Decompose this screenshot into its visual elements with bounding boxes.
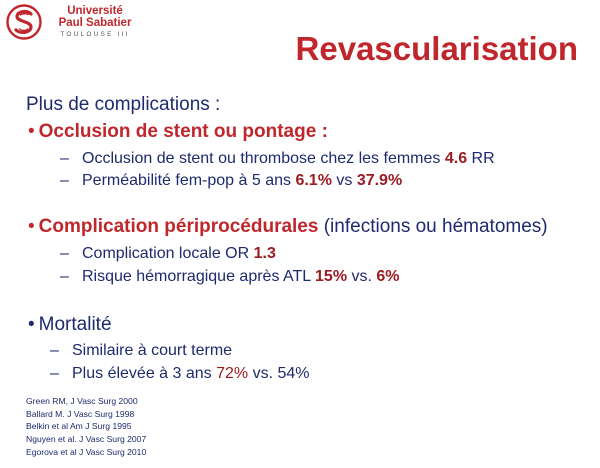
logo-line-2: Paul Sabatier <box>58 17 132 29</box>
dash-icon: – <box>60 172 69 189</box>
sub-item-value-2: 6% <box>376 268 400 285</box>
sub-item-text: Perméabilité fem-pop à 5 ans <box>82 172 296 189</box>
dash-icon: – <box>50 342 59 359</box>
sub-item-text: Complication locale OR <box>82 245 254 262</box>
reference-item: Green RM, J Vasc Surg 2000 <box>26 396 138 406</box>
dash-icon: – <box>60 150 69 167</box>
sub-item-text: Similaire à court terme <box>72 342 233 359</box>
intro-text: Plus de complications : <box>26 94 221 115</box>
sub-item-value: 4.6 <box>444 150 468 167</box>
bullet-complication-suffix: (infections ou hématomes) <box>318 216 548 237</box>
reference-item: Nguyen et al. J Vasc Surg 2007 <box>26 434 147 445</box>
dash-icon: – <box>50 365 59 382</box>
bullet-dot-icon: • <box>28 216 35 237</box>
bullet-mortalite-label: Mortalité <box>38 314 112 335</box>
sub-item-mid: vs. <box>347 268 377 285</box>
logo-text <box>48 5 142 40</box>
sub-item-value-1: 15% <box>315 268 348 285</box>
university-logo <box>6 4 142 42</box>
sub-item-trois-ans <box>50 365 309 383</box>
sub-item-value-1: 72% <box>216 365 249 382</box>
sub-item-court-terme <box>50 342 232 360</box>
sub-item-value-2: 37.9% <box>356 172 403 189</box>
bullet-occlusion <box>28 121 328 143</box>
slide-title: Revascularisation <box>295 30 578 67</box>
logo-line-1: Université <box>67 5 123 17</box>
sub-item-suffix: RR <box>467 150 495 167</box>
sub-item-text: Plus élevée à 3 ans <box>72 365 217 382</box>
reference-item: Egorova et al J Vasc Surg 2010 <box>26 446 147 457</box>
sub-item-occlusion-femmes <box>60 150 495 168</box>
sub-item-text: Occlusion de stent ou thrombose chez les femmes <box>82 150 445 167</box>
sub-item-value-1: 6.1% <box>295 172 332 189</box>
bullet-dot-icon: • <box>28 121 35 142</box>
logo-line-3: TOULOUSE III <box>60 31 130 38</box>
bullet-dot-icon: • <box>28 314 35 335</box>
references-list <box>26 395 146 459</box>
bullet-occlusion-label: Occlusion de stent ou pontage : <box>38 121 328 142</box>
dash-icon: – <box>60 268 69 285</box>
reference-item: Ballard M. J Vasc Surg 1998 <box>26 408 135 419</box>
sub-item-permeabilite <box>60 172 402 190</box>
dash-icon: – <box>60 245 69 262</box>
bullet-complication-label: Complication périprocédurales <box>38 216 319 237</box>
sub-item-text: Risque hémorragique après ATL <box>82 268 316 285</box>
sub-item-mid: vs <box>331 172 357 189</box>
sub-item-complication-locale <box>60 245 276 263</box>
sub-item-value: 1.3 <box>253 245 276 262</box>
bullet-complication <box>28 216 548 238</box>
sub-item-risque-hemorragique <box>60 268 400 286</box>
bullet-mortalite <box>28 314 112 336</box>
sub-item-mid: vs. 54% <box>248 365 310 382</box>
reference-item: Belkin et al Am J Surg 1995 <box>26 421 132 432</box>
university-emblem-icon <box>6 4 42 40</box>
